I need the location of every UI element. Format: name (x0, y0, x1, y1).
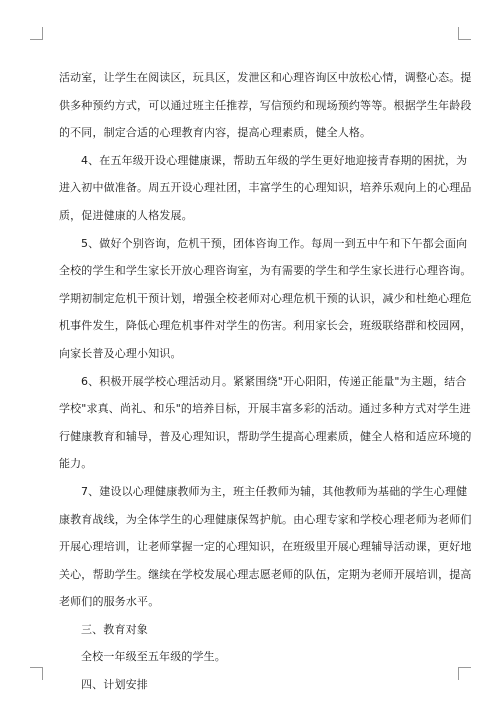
text-line: 4、在五年级开设心理健康课，帮助五年级的学生更好地迎接青春期的困扰，为 (81, 153, 468, 167)
text-line: 学期初制定危机干预计划，增强全校老师对心理危机干预的认识，减少和杜绝心理危 (59, 291, 472, 305)
text-line: 开展心理培训，让老师掌握一定的心理知识，在班级里开展心理辅导活动课，更好地 (59, 540, 472, 554)
text-line: 5、做好个别咨询，危机干预，团体咨询工作。每周一到五中午和下午都会面向 (81, 236, 468, 250)
heading-text: 三、教育对象 (81, 622, 148, 636)
document-body (59, 64, 472, 699)
text-line: 关心，帮助学生。继续在学校发展心理志愿老师的队伍，定期为老师开展培训，提高 (59, 567, 472, 581)
paragraph-item-4 (59, 147, 472, 230)
text-line: 能力。 (59, 457, 93, 471)
text-line: 进入初中做准备。周五开设心理社团，丰富学生的心理知识，培养乐观向上的心理品 (59, 181, 472, 195)
text-line: 行健康教育和辅导，普及心理知识，帮助学生提高心理素质，健全人格和适应环境的 (59, 429, 472, 443)
paragraph-item-6 (59, 368, 472, 478)
crop-mark-top-left (30, 27, 43, 40)
text-line: 学校"求真、尚礼、和乐"的培养目标，开展丰富多彩的活动。通过多种方式对学生进 (59, 402, 471, 416)
paragraph-continuation (59, 64, 472, 147)
paragraph-item-7 (59, 478, 472, 616)
text-line: 向家长普及心理小知识。 (59, 346, 182, 360)
text-line: 全校的学生和学生家长开放心理咨询室，为有需要的学生和学生家长进行心理咨询。 (59, 264, 472, 278)
paragraph-education-target (59, 643, 442, 671)
text-line: 的不同，制定合适的心理教育内容，提高心理素质，健全人格。 (59, 126, 372, 140)
text-line: 康教育战线，为全体学生的心理健康保驾护航。由心理专家和学校心理老师为老师们 (59, 512, 472, 526)
text-line: 质，促进健康的人格发展。 (59, 208, 193, 222)
text-line: 全校一年级至五年级的学生。 (81, 650, 226, 664)
text-line: 活动室，让学生在阅读区，玩具区，发泄区和心理咨询区中放松心情，调整心态。提 (59, 71, 472, 84)
crop-mark-top-right (458, 27, 471, 40)
crop-mark-bottom-left (30, 667, 43, 680)
section-heading-plan-arrangement (59, 671, 442, 699)
text-line: 7、建设以心理健康教师为主，班主任教师为辅，其他教师为基础的学生心理健 (81, 484, 468, 498)
text-line: 机事件发生，降低心理危机事件对学生的伤害。利用家长会，班级联络群和校园网， (59, 319, 472, 333)
paragraph-item-5 (59, 230, 472, 368)
text-line: 老师们的服务水平。 (59, 595, 160, 609)
crop-mark-bottom-right (458, 667, 471, 680)
section-heading-education-target (59, 616, 442, 644)
text-line: 6、积极开展学校心理活动月。紧紧围绕"开心阳阳，传递正能量"为主题，结合 (81, 374, 467, 388)
text-line: 供多种预约方式，可以通过班主任推荐，写信预约和现场预约等等。根据学生年龄段 (59, 98, 472, 112)
heading-text: 四、计划安排 (81, 678, 148, 692)
